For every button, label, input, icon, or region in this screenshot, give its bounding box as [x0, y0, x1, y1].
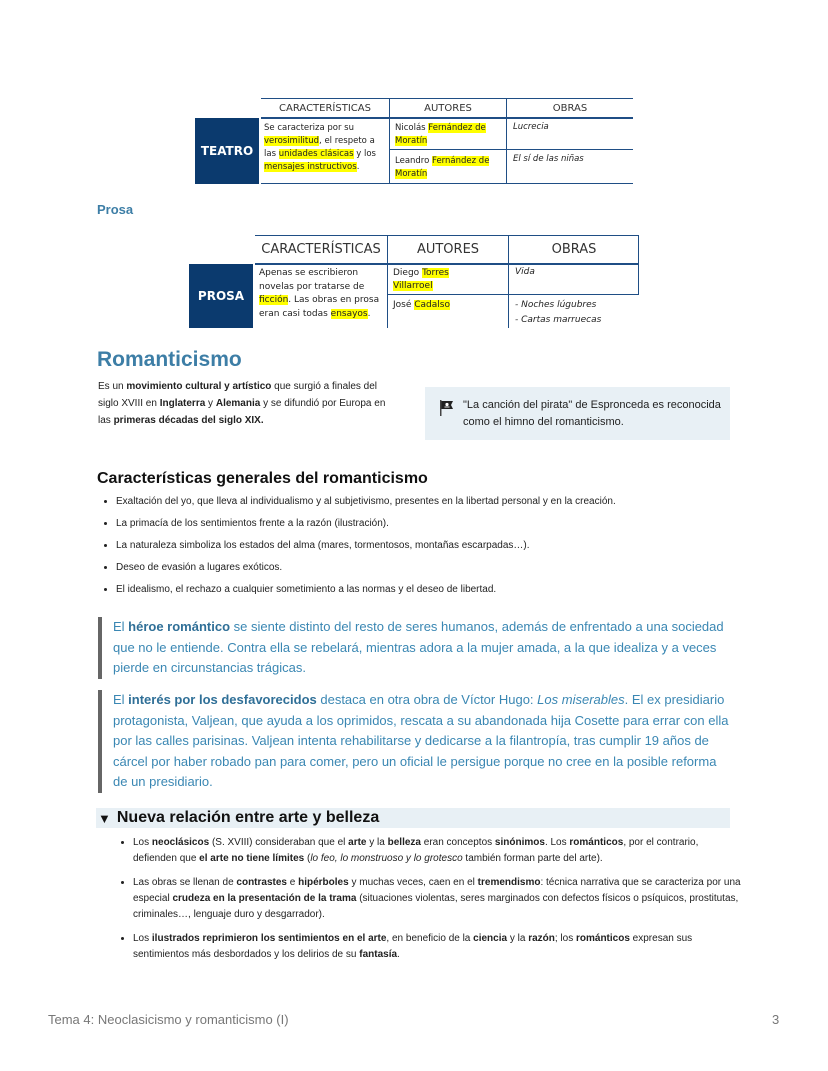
page-number: 3	[772, 1012, 780, 1027]
list-item: • Los neoclásicos (S. XVIII) consideraban que el arte y la belleza eran conceptos sinónimos. Los románticos, por el contrario, defienden que el arte no tiene límites (lo feo, lo monstruoso y lo grotesco también forman parte del arte).	[133, 835, 743, 867]
teatro-autor-1: Nicolás Fernández de Moratín	[395, 123, 486, 146]
list-item: • Las obras se llenan de contrastes e hipérboles y muchas veces, caen en el tremendismo: técnica narrativa que se caracteriza por una especial crudeza en la presentación de la trama (situaciones violentas, seres marginados con defectos físicos o psíquicos, prostitutas, criminales…, lenguaje duro y desgarrador).	[133, 875, 743, 923]
teatro-obra-1: Lucrecia	[513, 122, 549, 132]
caracteristicas-heading: Características generales del romanticismo	[97, 470, 428, 487]
quote-desfavorecidos: El interés por los desfavorecidos destaca en otra obra de Víctor Hugo: Los miserables. El ex presidiario protagonista, Valjean, que ayuda a los oprimidos, rescata a su abandonada hija Cosette para errar con ella por las calles parisinas. Valjean intenta rehabilitarse y dedicarse a la filantropía, tras cumplir 19 años de cárcel por haber robado pan para comer, pero un oficial le persigue porque no cree en la posible reforma de un presidiario.	[98, 690, 733, 793]
teatro-header-caracteristicas: CARACTERÍSTICAS	[261, 98, 389, 119]
caracteristicas-list	[98, 496, 776, 606]
teatro-caracteristicas: Se caracteriza por su verosimilitud, el respeto a las unidades clásicas y los mensajes instructivos.	[264, 123, 376, 172]
details-title: Nueva relación entre arte y belleza	[116, 809, 380, 826]
prosa-autor-2: José Cadalso	[393, 300, 450, 310]
list-item: • Exaltación del yo, que lleva al individualismo y al subjetivismo, presentes en la libertad personal y en la creación.	[116, 496, 776, 508]
romanticismo-intro: Es un movimiento cultural y artístico que surgió a finales del siglo XVIII en Inglaterra y Alemania y se difundió por Europa en las primeras décadas del siglo XIX.	[98, 381, 386, 426]
teatro-header-obras: OBRAS	[507, 98, 633, 119]
romanticismo-title: Romanticismo	[97, 348, 242, 371]
note-callout	[425, 387, 730, 440]
prosa-autor-1: Diego Torres Villarroel	[393, 268, 449, 291]
prosa-header-obras: OBRAS	[509, 235, 639, 265]
teatro-side-label: TEATRO	[195, 118, 259, 184]
quote-heroe-romantico: El héroe romántico se siente distinto del resto de seres humanos, además de enfrentado a una sociedad que no le entiende. Contra ella se rebelará, mientras adora a la mujer amada, a la que idealiza y a veces pierde en circunstancias trágicas.	[98, 617, 733, 679]
teatro-obra-2: El sí de las niñas	[513, 154, 584, 164]
prosa-caracteristicas: Apenas se escribieron novelas por tratarse de ficción. Las obras en prosa eran casi todas ensayos.	[259, 268, 380, 319]
details-list	[116, 835, 743, 971]
teatro-header-autores: AUTORES	[390, 98, 506, 119]
prosa-side-label: PROSA	[189, 264, 253, 328]
prosa-obra-1: Vida	[515, 267, 535, 277]
note-text: "La canción del pirata" de Espronceda es reconocida como el himno del romanticismo.	[463, 399, 721, 428]
list-item: • La primacía de los sentimientos frente a la razón (ilustración).	[116, 518, 776, 530]
prosa-header-caracteristicas: CARACTERÍSTICAS	[255, 235, 387, 265]
footer-title: Tema 4: Neoclasicismo y romanticismo (I)	[48, 1012, 289, 1027]
prosa-header-autores: AUTORES	[388, 235, 508, 265]
list-item: • Los ilustrados reprimieron los sentimientos en el arte, en beneficio de la ciencia y la razón; los románticos expresan sus sentimientos más desbordados y los delirios de su fantasía.	[133, 931, 743, 963]
prosa-heading: Prosa	[97, 202, 134, 217]
list-item: • La naturaleza simboliza los estados del alma (mares, tormentosos, montañas escarpadas…).	[116, 540, 776, 552]
prosa-obra-2: - Noches lúgubres - Cartas marruecas	[515, 300, 602, 325]
triangle-down-icon: ▼	[98, 810, 111, 826]
teatro-table	[195, 98, 633, 184]
pirate-flag-icon	[438, 399, 456, 417]
teatro-autor-2: Leandro Fernández de Moratín	[395, 156, 490, 179]
details-toggle[interactable]	[96, 808, 730, 828]
list-item: • El idealismo, el rechazo a cualquier sometimiento a las normas y el deseo de libertad.	[116, 584, 776, 596]
list-item: • Deseo de evasión a lugares exóticos.	[116, 562, 776, 574]
prosa-table	[189, 235, 639, 328]
